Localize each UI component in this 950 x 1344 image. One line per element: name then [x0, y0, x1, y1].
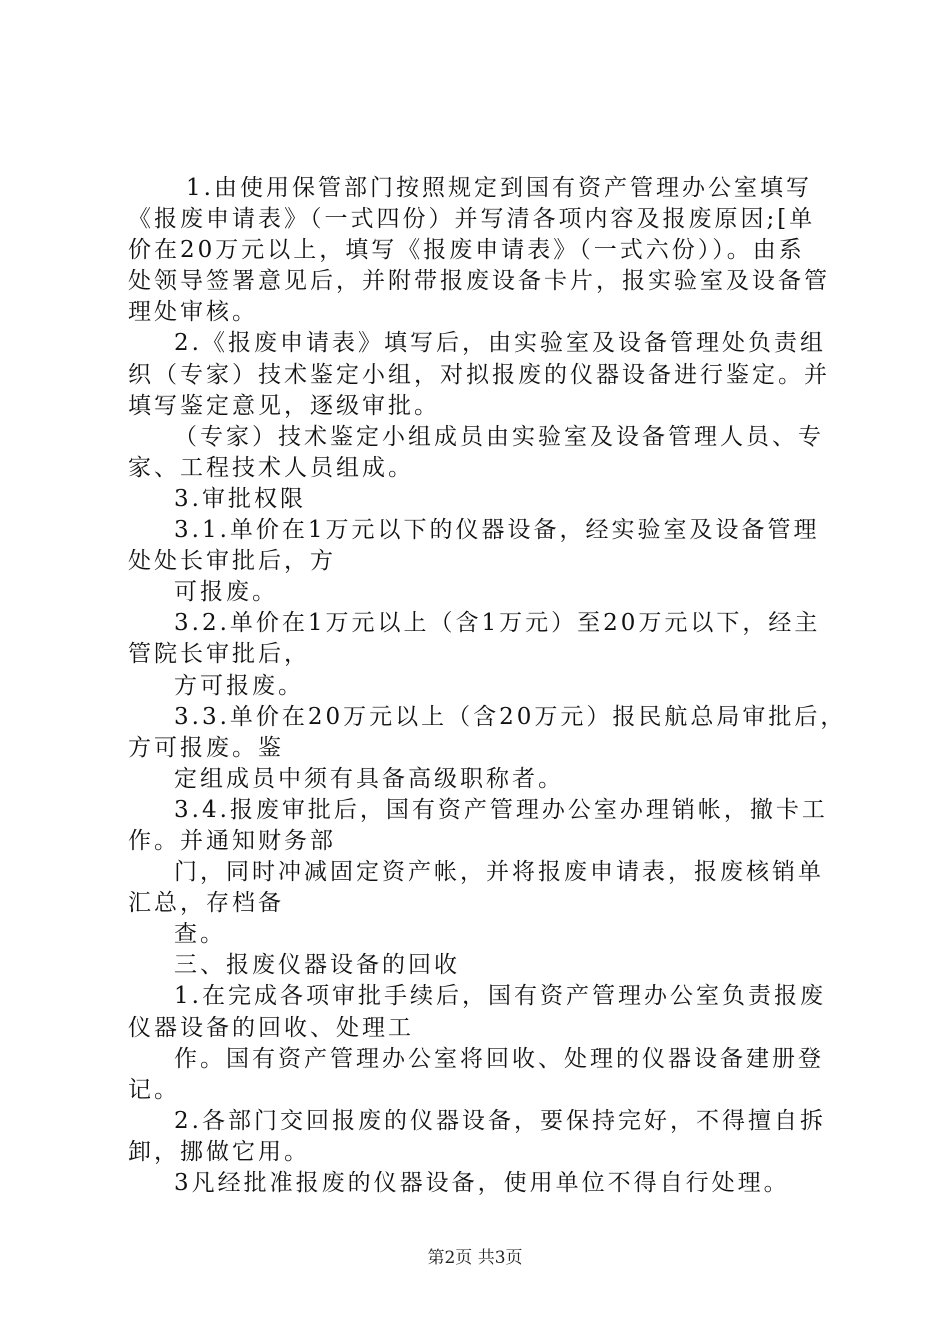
paragraph-line: 《报废申请表》（一式四份）并写清各项内容及报废原因;[单 — [128, 206, 816, 233]
paragraph-line: 方可报废。 — [174, 672, 304, 699]
paragraph-line: 作。并通知财务部 — [128, 827, 336, 854]
paragraph-line: 3.3.单价在20万元以上（含20万元）报民航总局审批后， — [174, 703, 847, 730]
paragraph-line: 1.在完成各项审批手续后，国有资产管理办公室负责报废 — [174, 983, 826, 1010]
paragraph-line: 理处审核。 — [128, 299, 258, 326]
paragraph-line: 家、工程技术人员组成。 — [128, 454, 414, 481]
paragraph-line: 处处长审批后，方 — [128, 548, 336, 575]
paragraph-line: 3.2.单价在1万元以上（含1万元）至20万元以下，经主 — [174, 610, 821, 637]
section-heading: 3.审批权限 — [174, 485, 306, 512]
paragraph-line: 门，同时冲减固定资产帐，并将报废申请表，报废核销单 — [174, 859, 824, 886]
paragraph-line: 填写鉴定意见，逐级审批。 — [128, 392, 440, 419]
paragraph-line: 价在20万元以上，填写《报废申请表》（一式六份））。由系 — [128, 237, 805, 264]
paragraph-line: 方可报废。鉴 — [128, 734, 284, 761]
document-body — [128, 173, 847, 1199]
paragraph-line: 汇总，存档备 — [128, 890, 284, 917]
paragraph-line: 卸，挪做它用。 — [128, 1138, 310, 1165]
paragraph-line: 2.各部门交回报废的仪器设备，要保持完好，不得擅自拆 — [174, 1107, 826, 1134]
page-number-footer: 第2页 共3页 — [427, 1248, 523, 1268]
paragraph-line: 处领导签署意见后，并附带报废设备卡片，报实验室及设备管 — [128, 268, 830, 295]
paragraph-line: 可报废。 — [174, 579, 278, 606]
paragraph-line: 管院长审批后， — [128, 641, 310, 668]
paragraph-line: 1.由使用保管部门按照规定到国有资产管理办公室填写 — [186, 175, 812, 201]
paragraph-line: 作。国有资产管理办公室将回收、处理的仪器设备建册登 — [174, 1045, 824, 1072]
paragraph-line: 3.1.单价在1万元以下的仪器设备，经实验室及设备管理 — [174, 517, 820, 544]
paragraph-line: 织（专家）技术鉴定小组，对拟报废的仪器设备进行鉴定。并 — [128, 361, 830, 388]
paragraph-line: 定组成员中须有具备高级职称者。 — [174, 765, 564, 792]
paragraph-line: 3凡经批准报废的仪器设备，使用单位不得自行处理。 — [174, 1170, 790, 1196]
paragraph-line: 仪器设备的回收、处理工 — [128, 1014, 414, 1041]
paragraph-line: 3.4.报废审批后，国有资产管理办公室办理销帐，撤卡工 — [174, 796, 828, 823]
paragraph-line: （专家）技术鉴定小组成员由实验室及设备管理人员、专 — [174, 423, 824, 450]
paragraph-line: 2.《报废申请表》填写后，由实验室及设备管理处负责组 — [174, 330, 826, 357]
paragraph-line: 记。 — [128, 1076, 180, 1103]
section-heading: 三、报废仪器设备的回收 — [174, 952, 460, 979]
paragraph-line: 查。 — [174, 921, 226, 948]
